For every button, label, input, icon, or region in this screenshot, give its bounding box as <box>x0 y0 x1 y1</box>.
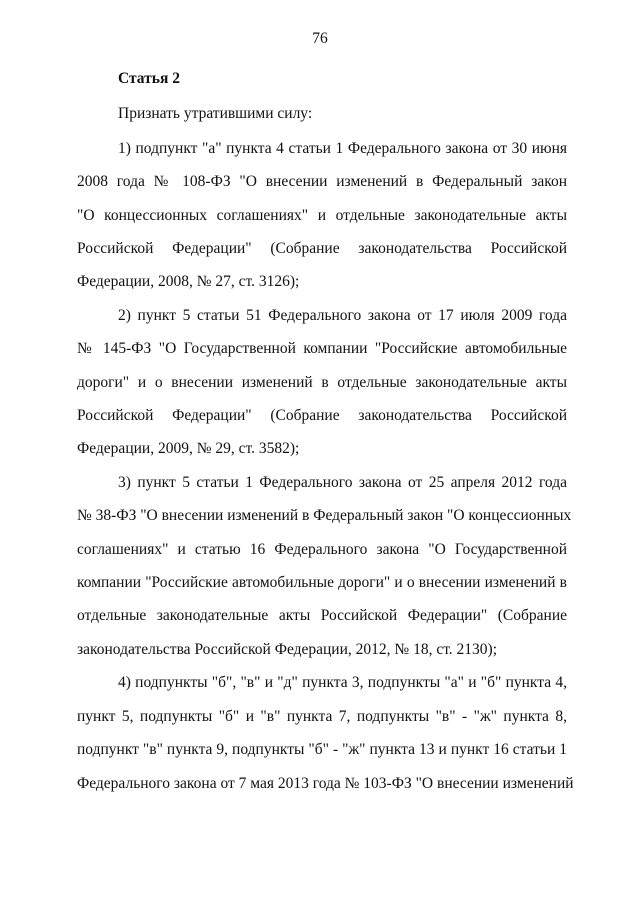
intro-text: Признать утратившими силу: <box>118 105 313 122</box>
item-1-line: 1) подпункт "а" пункта 4 статьи 1 Федерального закона от 30 июня <box>118 140 567 157</box>
item-2-line: Российской Федерации" (Собрание законодательства Российской <box>77 407 567 424</box>
item-2-line: 2) пункт 5 статьи 51 Федерального закона от 17 июля 2009 года <box>118 307 567 324</box>
item-3-line: соглашениях" и статью 16 Федерального закона "О Государственной <box>77 541 567 558</box>
item-4-line: 4) подпункты "б", "в" и "д" пункта 3, подпункты "а" и "б" пункта 4, <box>118 674 567 691</box>
item-2-line: дороги" и о внесении изменений в отдельные законодательные акты <box>77 374 567 391</box>
item-1-line: Федерации, 2008, № 27, ст. 3126); <box>77 273 300 290</box>
item-1-line: 2008 года № 108-ФЗ "О внесении изменений в Федеральный закон <box>77 173 567 190</box>
item-4-line: Федерального закона от 7 мая 2013 года № 103-ФЗ "О внесении изменений <box>77 775 574 792</box>
item-3-line: 3) пункт 5 статьи 1 Федерального закона от 25 апреля 2012 года <box>118 474 567 491</box>
item-4-line: подпункт "в" пункта 9, подпункты "б" - "ж" пункта 13 и пункт 16 статьи 1 <box>77 741 567 758</box>
item-2-line: № 145-ФЗ "О Государственной компании "Российские автомобильные <box>77 340 567 357</box>
article-title: Статья 2 <box>118 70 180 87</box>
item-1-line: "О концессионных соглашениях" и отдельные законодательные акты <box>77 207 567 224</box>
item-4-line: пункт 5, подпункты "б" и "в" пункта 7, подпункты "в" - "ж" пункта 8, <box>77 708 567 725</box>
page-number: 76 <box>312 30 328 47</box>
item-1-line: Российской Федерации" (Собрание законодательства Российской <box>77 240 567 257</box>
item-3-line: № 38-ФЗ "О внесении изменений в Федеральный закон "О концессионных <box>77 507 572 524</box>
item-3-line: отдельные законодательные акты Российской Федерации" (Собрание <box>77 607 567 624</box>
item-3-line: законодательства Российской Федерации, 2012, № 18, ст. 2130); <box>77 641 498 658</box>
item-2-line: Федерации, 2009, № 29, ст. 3582); <box>77 440 300 457</box>
item-3-line: компании "Российские автомобильные дороги" и о внесении изменений в <box>77 574 567 591</box>
